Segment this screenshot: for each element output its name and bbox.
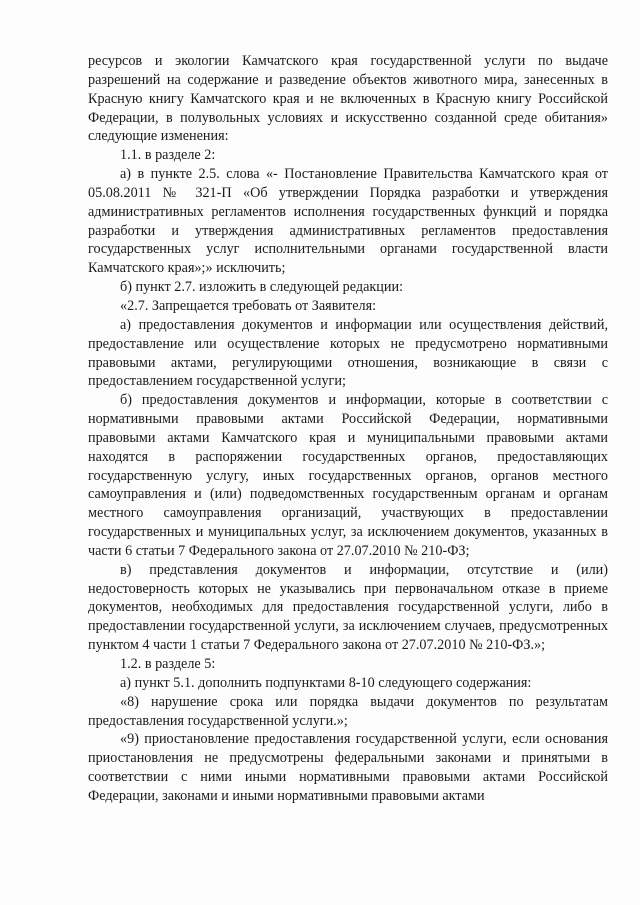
paragraph-2-7-v: в) представления документов и информации, отсутствие и (или) недостоверность которых не указывались при первоначальном отказе в приеме документов, необходимых для предоставления государственной услуги, либо в предоставлении государственной услуги, за исключением случаев, предусмотренных пунктом 4 части 1 статьи 7 Федерального закона от 27.07.2010 № 210-ФЗ.»; — [88, 561, 608, 654]
paragraph-2-7-a: а) предоставления документов и информации или осуществления действий, предоставление или осуществление которых не предусмотрено нормативными правовыми актами, регулирующими отношения, возникающие в связи с предоставлением государственной услуги; — [88, 316, 608, 390]
paragraph-subitem-8: «8) нарушение срока или порядка выдачи документов по результатам предоставления государственной услуги.»; — [88, 693, 608, 729]
paragraph-2-7-heading: «2.7. Запрещается требовать от Заявителя: — [120, 297, 377, 314]
paragraph-1-2-a: а) пункт 5.1. дополнить подпунктами 8-10 следующего содержания: — [120, 674, 532, 691]
paragraph-subitem-9: «9) приостановление предоставления государственной услуги, если основания приостановления не предусмотрены федеральными законами и принятыми в соответствии с ними иными нормативными правовыми актами Российской Федерации, законами и иными нормативными правовыми актами — [88, 731, 608, 804]
paragraph-2-7-b: б) предоставления документов и информации, которые в соответствии с нормативными правовыми актами Российской Федерации, нормативными правовыми актами Камчатского края и муниципальными правовыми актами находятся в распоряжении государственных органов, предоставляющих государственную услугу, иных государственных органов, органов местного самоуправления и (или) подведомственных государственным органам и органам местного самоуправления организаций, участвующих в предоставлении государственных и муниципальных услуг, за исключением документов, указанных в части 6 статьи 7 Федерального закона от 27.07.2010 № 210-ФЗ; — [88, 392, 608, 559]
paragraph-1-2: 1.2. в разделе 5: — [120, 656, 216, 672]
paragraph-intro-continuation: ресурсов и экологии Камчатского края государственной услуги по выдаче разрешений на содержание и разведение объектов животного мира, занесенных в Красную книгу Камчатского края и не включенных в Красную книгу Российской Федерации, в полувольных условиях и искусственно созданной среде обитания» следующие изменения: — [88, 53, 608, 145]
paragraph-1-1-b: б) пункт 2.7. изложить в следующей редакции: — [120, 279, 404, 296]
paragraph-1-1: 1.1. в разделе 2: — [120, 147, 216, 164]
paragraph-1-1-a: а) в пункте 2.5. слова «- Постановление Правительства Камчатского края от 05.08.2011 № 321-П «Об утверждении Порядка разработки и утверждения административных регламентов исполнения государственных функций и порядка разработки и утверждения административных регламентов предоставления государственных услуг исполнительными органами государственной власти Камчатского края»;» исключить; — [88, 166, 608, 277]
document-body — [88, 52, 608, 806]
